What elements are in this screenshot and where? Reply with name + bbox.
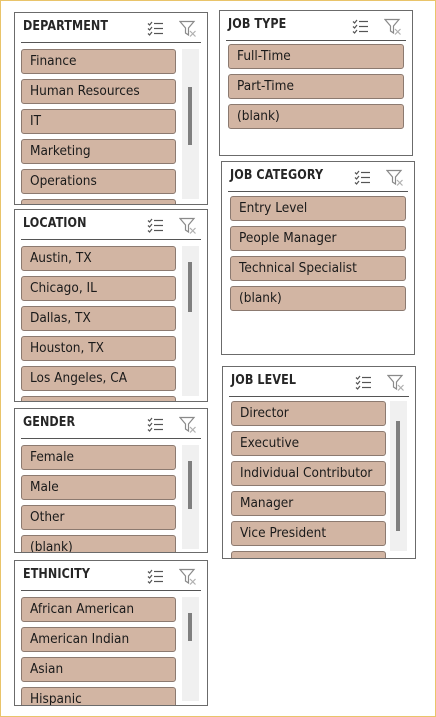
slicer-item-entry-level[interactable]	[230, 196, 406, 221]
clear-filter-icon[interactable]	[179, 20, 197, 38]
item-label: Dallas, TX	[30, 310, 91, 326]
slicer-title: DEPARTMENT	[23, 19, 109, 34]
slicer-item-asian[interactable]	[21, 657, 176, 682]
slicer-item-partial[interactable]	[21, 199, 176, 205]
header-divider	[226, 40, 406, 41]
slicer-header	[15, 210, 207, 240]
slicer-item-african-american[interactable]	[21, 597, 176, 622]
item-label: Marketing	[30, 143, 91, 159]
item-label: Hispanic	[30, 691, 82, 706]
slicer-item-blank[interactable]	[230, 286, 406, 311]
slicer-item-female[interactable]	[21, 445, 176, 470]
slicer-item-chicago[interactable]	[21, 276, 176, 301]
scrollbar[interactable]	[390, 401, 407, 551]
slicer-item-director[interactable]	[231, 401, 386, 426]
multi-select-icon[interactable]	[147, 568, 165, 586]
item-label: African American	[30, 601, 135, 617]
item-label: American Indian	[30, 631, 130, 647]
header-divider	[21, 438, 201, 439]
item-label: Houston, TX	[30, 340, 104, 356]
item-label: (blank)	[30, 539, 73, 553]
slicer-title: JOB CATEGORY	[230, 168, 324, 183]
item-label: Entry Level	[239, 200, 308, 216]
item-label: Vice President	[240, 525, 327, 541]
multi-select-icon[interactable]	[352, 18, 370, 36]
slicer-header	[15, 13, 207, 43]
multi-select-icon[interactable]	[147, 416, 165, 434]
scrollbar[interactable]	[182, 597, 199, 701]
clear-filter-icon[interactable]	[179, 568, 197, 586]
slicer-header	[15, 409, 207, 439]
scrollbar-thumb[interactable]	[188, 262, 192, 312]
item-label: Female	[30, 449, 74, 465]
slicer-department	[14, 12, 208, 205]
item-label: Part-Time	[237, 78, 294, 94]
header-divider	[21, 42, 201, 43]
item-label: Finance	[30, 53, 77, 69]
slicer-location	[14, 209, 208, 402]
slicer-item-houston[interactable]	[21, 336, 176, 361]
item-label: (blank)	[239, 290, 282, 306]
slicer-item-executive[interactable]	[231, 431, 386, 456]
slicer-item-individual-contributor[interactable]	[231, 461, 386, 486]
item-label: Operations	[30, 173, 97, 189]
item-label: Other	[30, 509, 65, 525]
slicer-header	[223, 367, 415, 397]
clear-filter-icon[interactable]	[179, 217, 197, 235]
slicer-job-category	[221, 161, 415, 355]
slicer-title: LOCATION	[23, 216, 87, 231]
header-divider	[21, 239, 201, 240]
slicer-item-vice-president[interactable]	[231, 521, 386, 546]
item-label: (blank)	[237, 108, 280, 124]
slicer-item-human-resources[interactable]	[21, 79, 176, 104]
header-divider	[229, 396, 409, 397]
slicer-item-technical-specialist[interactable]	[230, 256, 406, 281]
slicer-item-dallas[interactable]	[21, 306, 176, 331]
header-divider	[228, 191, 408, 192]
slicer-item-austin[interactable]	[21, 246, 176, 271]
multi-select-icon[interactable]	[355, 374, 373, 392]
slicer-job-level	[222, 366, 416, 559]
item-label: Chicago, IL	[30, 280, 97, 296]
scrollbar-thumb[interactable]	[188, 87, 192, 145]
slicer-title: JOB LEVEL	[231, 373, 297, 388]
item-label: IT	[30, 113, 42, 129]
scrollbar-thumb[interactable]	[188, 613, 192, 641]
slicer-item-manager[interactable]	[231, 491, 386, 516]
item-label: Manager	[240, 495, 294, 511]
scrollbar-thumb[interactable]	[396, 421, 400, 531]
item-label: Director	[240, 405, 289, 421]
slicer-item-partial[interactable]	[231, 551, 386, 559]
slicer-item-hispanic[interactable]	[21, 687, 176, 706]
slicer-header	[220, 11, 412, 41]
slicer-header	[222, 162, 414, 192]
slicer-ethnicity	[14, 560, 208, 706]
slicer-item-male[interactable]	[21, 475, 176, 500]
slicer-item-american-indian[interactable]	[21, 627, 176, 652]
item-label: Asian	[30, 661, 64, 677]
item-label: People Manager	[239, 230, 337, 246]
item-label: Los Angeles, CA	[30, 370, 128, 386]
slicer-item-finance[interactable]	[21, 49, 176, 74]
item-label: Individual Contributor	[240, 465, 373, 481]
scrollbar-thumb[interactable]	[188, 461, 192, 509]
slicer-item-full-time[interactable]	[228, 44, 404, 69]
clear-filter-icon[interactable]	[179, 416, 197, 434]
slicer-title: ETHNICITY	[23, 567, 90, 582]
slicer-gender	[14, 408, 208, 553]
scrollbar[interactable]	[182, 49, 199, 199]
item-label: Executive	[240, 435, 300, 451]
slicer-header	[15, 561, 207, 591]
slicer-item-los-angeles[interactable]	[21, 366, 176, 391]
slicer-item-blank[interactable]	[21, 535, 176, 553]
slicer-title: GENDER	[23, 415, 76, 430]
slicer-item-partial[interactable]	[21, 396, 176, 402]
clear-filter-icon[interactable]	[386, 169, 404, 187]
multi-select-icon[interactable]	[147, 20, 165, 38]
clear-filter-icon[interactable]	[387, 374, 405, 392]
multi-select-icon[interactable]	[147, 217, 165, 235]
item-label: Austin, TX	[30, 250, 92, 266]
item-label: Male	[30, 479, 59, 495]
scrollbar[interactable]	[182, 445, 199, 549]
scrollbar[interactable]	[182, 246, 199, 396]
item-label: Technical Specialist	[239, 260, 357, 276]
slicer-item-it[interactable]	[21, 109, 176, 134]
header-divider	[21, 590, 201, 591]
slicer-title: JOB TYPE	[228, 17, 287, 32]
slicer-item-part-time[interactable]	[228, 74, 404, 99]
slicer-item-blank[interactable]	[228, 104, 404, 129]
item-label: Full-Time	[237, 48, 291, 64]
multi-select-icon[interactable]	[354, 169, 372, 187]
item-label: Human Resources	[30, 83, 140, 99]
slicer-item-other[interactable]	[21, 505, 176, 530]
slicer-item-operations[interactable]	[21, 169, 176, 194]
slicer-item-marketing[interactable]	[21, 139, 176, 164]
clear-filter-icon[interactable]	[384, 18, 402, 36]
slicer-item-people-manager[interactable]	[230, 226, 406, 251]
slicer-job-type	[219, 10, 413, 156]
